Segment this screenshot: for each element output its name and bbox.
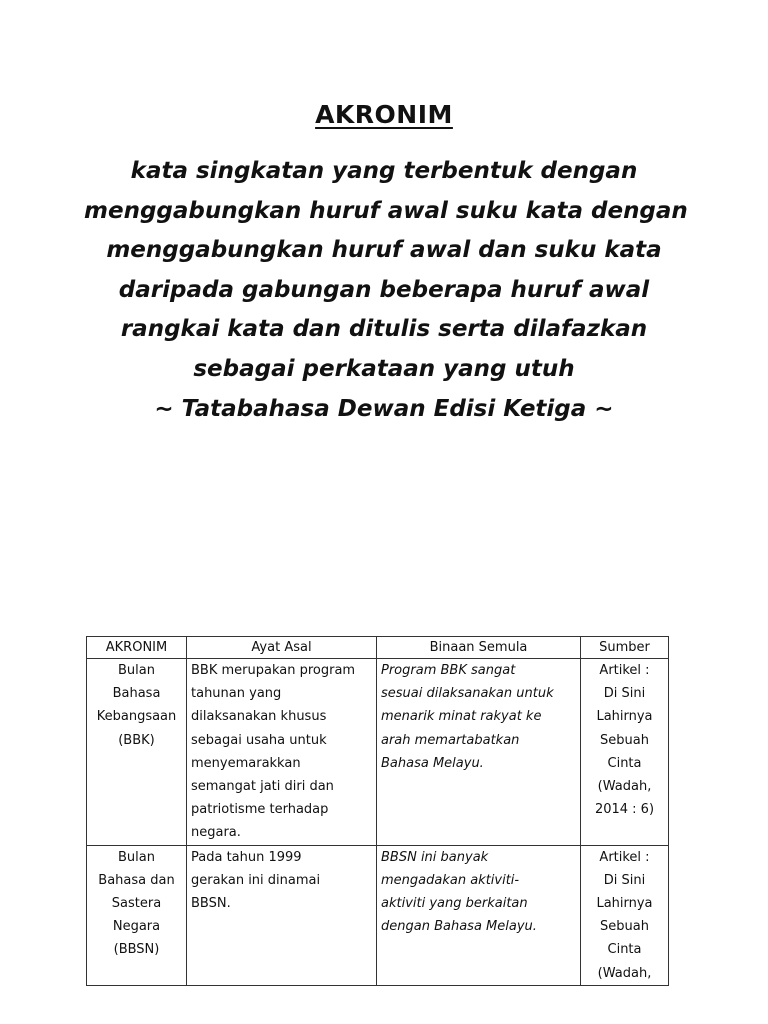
- cell-line: Lahirnya: [596, 896, 653, 912]
- page-title: AKRONIM: [315, 100, 453, 129]
- cell-sumber: [581, 659, 669, 846]
- cell-line: semangat jati diri dan: [191, 779, 334, 795]
- cell-line: Cinta: [607, 755, 642, 771]
- cell-line: Cinta: [607, 942, 642, 958]
- cell-line: Bahasa: [112, 686, 161, 702]
- acronym-table: [86, 636, 669, 986]
- definition-line: daripada gabungan beberapa huruf awal: [118, 276, 650, 303]
- definition-line: menggabungkan huruf awal suku kata dengan: [84, 197, 688, 224]
- cell-line: Lahirnya: [596, 709, 653, 725]
- cell-line: (BBSN): [113, 942, 160, 958]
- cell-ayat-asal: [187, 845, 377, 985]
- cell-line: Sebuah: [600, 732, 649, 748]
- cell-line: (BBK): [118, 732, 155, 748]
- definition-source: ~ Tatabahasa Dewan Edisi Ketiga ~: [154, 396, 614, 422]
- definition-line: sebagai perkataan yang utuh: [193, 355, 575, 382]
- cell-ayat-asal: [187, 659, 377, 846]
- header-ayat-asal: Ayat Asal: [187, 637, 377, 659]
- cell-akronim: [87, 659, 187, 846]
- cell-line: sebagai usaha untuk: [191, 732, 327, 748]
- cell-line: patriotisme terhadap: [191, 802, 329, 818]
- cell-line: tahunan yang: [191, 686, 282, 702]
- cell-line: Artikel :: [599, 663, 650, 678]
- cell-akronim: [87, 845, 187, 985]
- cell-line: Kebangsaan: [96, 709, 177, 725]
- definition-line: rangkai kata dan ditulis serta dilafazkan: [120, 316, 648, 342]
- cell-line: Pada tahun 1999: [191, 849, 302, 865]
- cell-line: Bulan: [118, 663, 155, 678]
- table-row: [87, 659, 669, 846]
- cell-line: Di Sini: [603, 686, 646, 702]
- header-akronim: AKRONIM: [87, 637, 187, 659]
- cell-line: menarik minat rakyat ke: [381, 709, 542, 725]
- cell-line: dengan Bahasa Melayu.: [381, 919, 537, 935]
- definition-line: menggabungkan huruf awal dan suku kata: [106, 237, 662, 263]
- cell-line: Negara: [112, 919, 161, 935]
- cell-line: mengadakan aktiviti-: [381, 872, 520, 888]
- definition-text: [84, 152, 688, 389]
- cell-line: BBK merupakan program: [191, 663, 356, 678]
- cell-binaan-semula: [377, 659, 581, 846]
- cell-line: (Wadah,: [597, 965, 652, 981]
- cell-line: aktiviti yang berkaitan: [381, 896, 528, 912]
- table-row: [87, 845, 669, 985]
- cell-line: gerakan ini dinamai: [191, 872, 321, 888]
- cell-line: Di Sini: [603, 872, 646, 888]
- cell-line: Bahasa dan: [98, 872, 175, 888]
- table-header-row: [87, 637, 669, 659]
- cell-line: dilaksanakan khusus: [191, 709, 327, 725]
- cell-line: 2014 : 6): [594, 802, 655, 818]
- cell-line: Bulan: [118, 849, 155, 865]
- header-sumber: Sumber: [581, 637, 669, 659]
- cell-line: Artikel :: [599, 849, 650, 865]
- cell-line: Bahasa Melayu.: [381, 755, 484, 771]
- cell-line: negara.: [191, 825, 241, 841]
- definition-line: kata singkatan yang terbentuk dengan: [130, 158, 638, 184]
- cell-binaan-semula: [377, 845, 581, 985]
- cell-line: BBSN.: [191, 896, 231, 912]
- cell-line: menyemarakkan: [191, 755, 301, 771]
- cell-line: arah memartabatkan: [381, 732, 520, 748]
- header-binaan-semula: Binaan Semula: [377, 637, 581, 659]
- cell-line: Sastera: [111, 896, 162, 912]
- cell-line: sesuai dilaksanakan untuk: [381, 686, 554, 702]
- cell-line: (Wadah,: [597, 779, 652, 795]
- cell-line: BBSN ini banyak: [381, 849, 489, 865]
- cell-sumber: [581, 845, 669, 985]
- cell-line: Program BBK sangat: [381, 663, 516, 678]
- cell-line: Sebuah: [600, 919, 649, 935]
